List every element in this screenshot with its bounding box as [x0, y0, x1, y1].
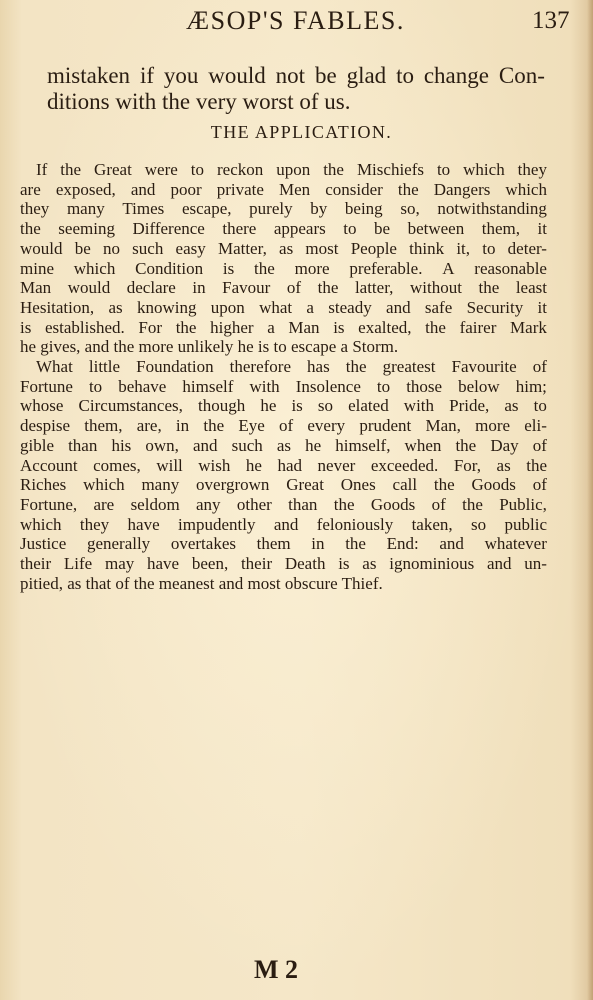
word: be [74, 238, 91, 258]
word: the [462, 494, 483, 514]
word: Mark [510, 317, 547, 337]
word: Great [286, 475, 324, 495]
word: declare [126, 278, 176, 298]
text-line [36, 358, 547, 375]
word: and [386, 297, 411, 317]
word: they [79, 514, 110, 534]
word: as [108, 297, 123, 317]
word: to [396, 63, 414, 88]
word: glad [346, 63, 387, 88]
word: little [88, 357, 121, 376]
word: their [240, 554, 273, 573]
word: many [66, 199, 105, 219]
word: them, [84, 416, 123, 436]
word: to [343, 219, 357, 239]
word: to [436, 160, 451, 179]
word: there [222, 219, 257, 239]
word: What [36, 357, 73, 376]
word: End: [386, 534, 419, 554]
word: Day [490, 435, 519, 455]
word: safe [424, 297, 453, 317]
word: consider [325, 179, 383, 199]
word: than [288, 494, 318, 514]
word: without [409, 278, 462, 298]
word: overgrown [196, 475, 270, 495]
word: they [20, 199, 50, 219]
word: it [537, 219, 547, 239]
word: easy [175, 238, 206, 258]
word: the [425, 317, 446, 337]
word: Eye [238, 416, 265, 436]
word: Fortune, [20, 494, 78, 514]
text-line [47, 64, 545, 87]
word: are [20, 179, 41, 199]
word: Condition [135, 258, 204, 278]
text-line [20, 496, 547, 513]
word: the [345, 357, 367, 376]
word: higher [210, 317, 254, 337]
text-line [20, 555, 547, 572]
word: the [333, 494, 355, 514]
word: knowing [136, 297, 197, 317]
word: un- [524, 554, 547, 573]
word: have [127, 514, 160, 534]
word: to [190, 160, 205, 179]
word: Difference [132, 219, 205, 239]
word: the [20, 219, 41, 239]
word: Pride, [449, 396, 490, 416]
word: For, [453, 455, 482, 475]
word: if [139, 63, 154, 88]
word: Goods [370, 494, 416, 514]
word: Life [63, 554, 93, 573]
word: more [475, 416, 511, 436]
word: as [362, 554, 377, 573]
word: therefore [229, 357, 291, 376]
word: would [67, 278, 111, 298]
word: whatever [484, 534, 547, 554]
text-line [20, 476, 547, 493]
word: Dangers [433, 179, 491, 199]
word: Ones [340, 475, 376, 495]
word: as [276, 435, 292, 455]
word: exalted, [358, 317, 412, 337]
text-line: pitied, as that of the meanest and most obscure Thief. [20, 573, 383, 593]
word: purely [249, 199, 293, 219]
word: being [344, 199, 383, 219]
word: their [20, 554, 52, 573]
word: Fortune [20, 376, 73, 396]
word: though [197, 396, 246, 416]
word: so, [400, 199, 420, 219]
word: the [526, 455, 547, 475]
word: had [277, 455, 303, 475]
word: to [533, 396, 547, 416]
word: which [20, 514, 62, 534]
word: not [275, 63, 306, 88]
word: are, [136, 416, 162, 436]
word: impudently [178, 514, 256, 534]
word: most [305, 238, 339, 258]
word: People [350, 238, 397, 258]
word: comes, [93, 455, 141, 475]
word: greatest [382, 357, 436, 376]
word: when [404, 435, 442, 455]
text-line [20, 240, 547, 257]
word: behave [118, 376, 167, 396]
word: a [306, 297, 314, 317]
word: seldom [130, 494, 180, 514]
word: the [254, 258, 275, 278]
word: of [532, 475, 547, 495]
word: private [216, 179, 264, 199]
word: taken, [411, 514, 453, 534]
word: latter, [354, 278, 394, 298]
word: Man, [425, 416, 461, 436]
word: so [317, 396, 334, 416]
word: to [482, 238, 496, 258]
running-head [0, 6, 593, 36]
word: been, [191, 554, 229, 573]
text-line [36, 161, 547, 178]
word: what [259, 297, 293, 317]
word: overtakes [170, 534, 236, 554]
word: and [486, 554, 512, 573]
word: Security [466, 297, 524, 317]
word: Times [122, 199, 165, 219]
word: least [515, 278, 547, 298]
word: deter- [507, 238, 547, 258]
word: the [60, 160, 82, 179]
word: Insolence [295, 376, 361, 396]
word: mine [20, 258, 54, 278]
word: to [376, 376, 391, 396]
word: prudent [359, 416, 412, 436]
word: Public, [499, 494, 547, 514]
word: he [305, 435, 322, 455]
word: every [307, 416, 346, 436]
word: with [249, 376, 280, 396]
word: upon [210, 297, 245, 317]
word: any [196, 494, 221, 514]
word: generally [86, 534, 151, 554]
word: Man [20, 278, 52, 298]
word: exceeded. [370, 455, 439, 475]
word: of [278, 416, 294, 436]
word: the [397, 179, 419, 199]
word: to [88, 376, 103, 396]
word: would [20, 238, 63, 258]
text-line [20, 220, 547, 237]
word: Mischiefs [356, 160, 424, 179]
word: be [374, 219, 391, 239]
word: with [403, 396, 435, 416]
word: the [317, 278, 339, 298]
word: A [442, 258, 455, 278]
word: has [307, 357, 330, 376]
word: them, [481, 219, 520, 239]
word: are [93, 494, 115, 514]
word: of [431, 494, 446, 514]
word: mistaken [47, 63, 131, 88]
word: himself [182, 376, 234, 396]
page-edge-shadow [587, 0, 593, 1000]
word: think [409, 238, 445, 258]
text-line [20, 279, 547, 296]
word: For [138, 317, 163, 337]
word: it [537, 297, 547, 317]
word: between [407, 219, 465, 239]
text-line: he gives, and the more unlikely he is to escape a Storm. [20, 337, 399, 357]
section-heading: THE APPLICATION. [210, 122, 393, 142]
word: preferable. [349, 258, 423, 278]
word: is [338, 554, 350, 573]
word: which [83, 475, 125, 495]
word: poor [170, 179, 202, 199]
word: a [267, 317, 275, 337]
word: established. [44, 317, 125, 337]
word: steady [328, 297, 372, 317]
text-line [20, 200, 547, 217]
text-line [20, 181, 547, 198]
word: such [132, 238, 164, 258]
word: than [68, 435, 98, 455]
word: as [496, 455, 511, 475]
word: feloniously [316, 514, 394, 534]
word: many [141, 475, 180, 495]
word: is [333, 317, 345, 337]
text-line [20, 397, 547, 414]
word: as [504, 396, 519, 416]
word: he [260, 396, 277, 416]
word: appears [273, 219, 326, 239]
word: no [102, 238, 120, 258]
text-line [20, 457, 547, 474]
word: may [104, 554, 135, 573]
word: were [144, 160, 178, 179]
word: Account [20, 455, 78, 475]
word: which [505, 179, 547, 199]
word: and [273, 514, 299, 534]
word: his [111, 435, 132, 455]
word: would [208, 63, 266, 88]
word: the [323, 160, 344, 179]
word: have [147, 554, 180, 573]
word: Favourite [451, 357, 517, 376]
word: whose [20, 396, 64, 416]
word: escape, [181, 199, 232, 219]
text-line: ditions with the very worst of us. [47, 89, 351, 114]
word: If [36, 160, 48, 179]
word: Men [278, 179, 311, 199]
text-line [20, 417, 547, 434]
word: eli- [524, 416, 547, 436]
word: those [406, 376, 443, 396]
text-line [20, 516, 547, 533]
text-line [20, 260, 547, 277]
word: you [163, 63, 199, 88]
word: he [245, 455, 262, 475]
word: is [20, 317, 32, 337]
word: reckon [216, 160, 264, 179]
signature-mark: M 2 [254, 955, 299, 984]
word: own, [145, 435, 179, 455]
text-line [20, 437, 547, 454]
word: Justice [20, 534, 67, 554]
word: Man [288, 317, 320, 337]
word: Foundation [136, 357, 214, 376]
word: ignominious [389, 554, 475, 573]
word: the [203, 416, 225, 436]
word: wish [198, 455, 231, 475]
word: Goods [471, 475, 516, 495]
running-title: ÆSOP'S FABLES. [186, 6, 405, 35]
word: of [532, 435, 547, 455]
word: the [455, 435, 477, 455]
word: exposed, [55, 179, 116, 199]
word: and [130, 179, 156, 199]
word: which [73, 258, 116, 278]
word: elated [348, 396, 389, 416]
word: Circumstances, [78, 396, 183, 416]
word: and [192, 435, 218, 455]
word: never [317, 455, 356, 475]
word: so [471, 514, 487, 534]
word: the [478, 278, 500, 298]
word: upon [276, 160, 311, 179]
word: Matter, [217, 238, 267, 258]
text-line [20, 299, 547, 316]
word: Con- [498, 63, 545, 88]
word: as [279, 238, 294, 258]
word: will [156, 455, 183, 475]
word: in [175, 416, 190, 436]
word: reasonable [474, 258, 547, 278]
word: it, [456, 238, 471, 258]
word: in [311, 534, 325, 554]
word: Hesitation, [20, 297, 95, 317]
word: himself, [335, 435, 391, 455]
word: gible [20, 435, 54, 455]
word: Death [284, 554, 326, 573]
word: public [504, 514, 547, 534]
word: Riches [20, 475, 67, 495]
word: notwithstanding [437, 199, 547, 219]
word: seeming [58, 219, 115, 239]
word: and [439, 534, 464, 554]
word: change [423, 63, 489, 88]
word: Favour [222, 278, 271, 298]
text-line [20, 319, 547, 336]
word: is [222, 258, 235, 278]
word: him; [515, 376, 547, 396]
word: of [286, 278, 302, 298]
word: them [256, 534, 291, 554]
word: fairer [459, 317, 497, 337]
text-line [20, 378, 547, 395]
word: call [392, 475, 418, 495]
word: is [291, 396, 303, 416]
word: in [192, 278, 206, 298]
word: below [458, 376, 500, 396]
word: other [236, 494, 272, 514]
word: such [231, 435, 263, 455]
word: be [314, 63, 337, 88]
text-line [20, 535, 547, 552]
word: the [345, 534, 366, 554]
word: which [463, 160, 505, 179]
word: the [433, 475, 455, 495]
page-number: 137 [532, 7, 570, 34]
word: of [532, 357, 547, 376]
word: by [310, 199, 328, 219]
word: despise [20, 416, 71, 436]
word: they [517, 160, 547, 179]
word: more [294, 258, 330, 278]
word: the [175, 317, 197, 337]
word: Great [94, 160, 132, 179]
